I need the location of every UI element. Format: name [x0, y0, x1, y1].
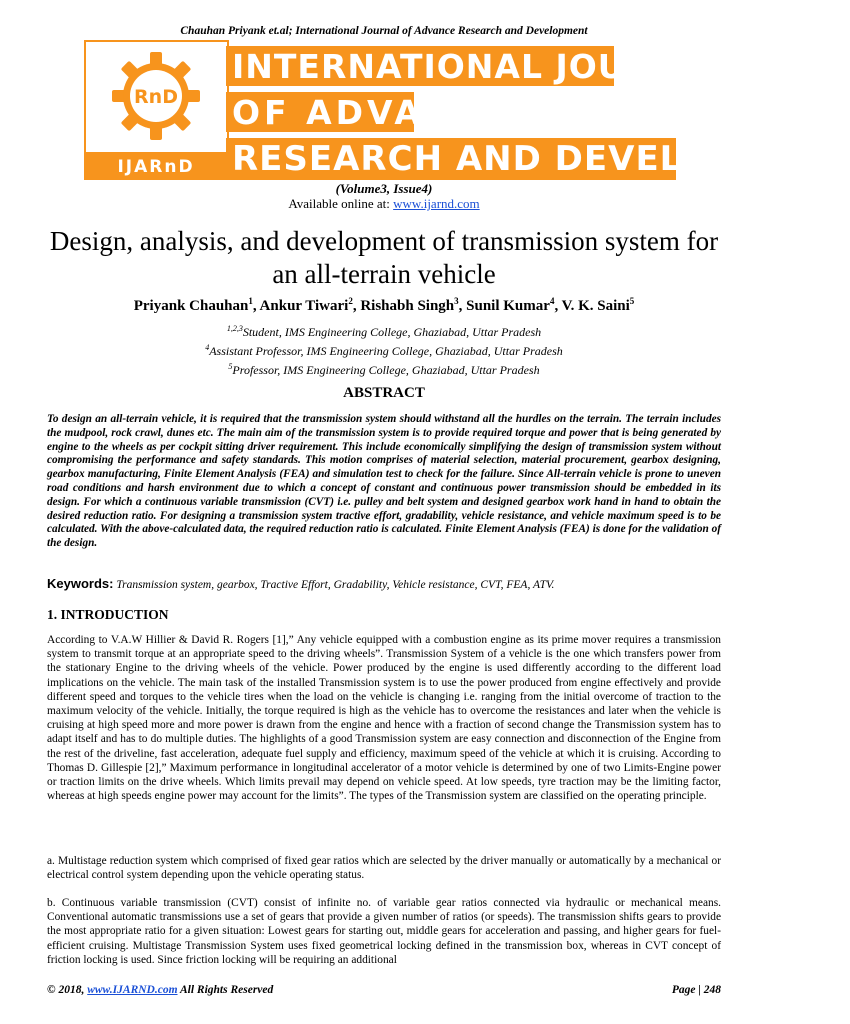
affiliation-text: Student, IMS Engineering College, Ghaziabad, Uttar Pradesh [242, 325, 542, 339]
section-heading-introduction: 1. INTRODUCTION [47, 607, 169, 622]
logo-caption: IJARnD [117, 157, 195, 177]
copyright-prefix: © 2018, [47, 984, 88, 996]
author-sup: 1 [248, 296, 253, 306]
affiliation-text: Professor, IMS Engineering College, Ghaziabad, Uttar Pradesh [232, 363, 540, 377]
author-name: Priyank Chauhan [133, 298, 249, 314]
author-name: V. K. Saini [561, 298, 630, 314]
journal-website-link[interactable]: www.ijarnd.com [393, 196, 480, 211]
affiliation-line [0, 321, 768, 340]
author-sup: 3 [454, 296, 459, 306]
body-paragraph: According to V.A.W Hillier & David R. Rogers [1],” Any vehicle equipped with a combustion engine as its prime mover requires a transmission system to transmit torque at an appropriate speed to the driving wheels”. Transmission System of a vehicle is the one which transfers power from the stationary Engine to the driving wheels of the vehicle. Power produced by the engine is used differently according to the different load implications on the vehicle. The main task of the installed Transmission system is to use the power produced from engine effectively and provide different speed and torques to the vehicle tires when the load on the vehicle is changing i.e. ranging from the initial overcome of traction to the maximum velocity of the vehicle. Initially, the torque required is high as the vehicle has to overcome the resistances and later when the vehicle is cruising at high speed more and more power is drawn from the engine and hence with a fraction of second change the Transmission system has to adapt itself and has to do multiple duties. The highlights of a good Transmission system are easy connection and disconnection of the Engine from the rest of the driveline, fast acceleration, adequate fuel supply and efficiency, maximum speed of the vehicle at which it is cruising. According to Thomas D. Gillespie [2],” Maximum performance in longitudinal accelerator of a motor vehicle is determined by one of two Limits-Engine power or traction limits on the drive wheels. Which limits prevail may depend on vehicle speed. At low speeds, tyre traction may be the limiting factor, whereas at high speeds engine power may account for the limits”. The types of the Transmission system are classified on the operating principle. [47, 634, 721, 803]
masthead-line-2: OF ADVANCE [226, 92, 414, 132]
page-number: Page | 248 [671, 984, 721, 996]
masthead-line-3: RESEARCH AND DEVELOPMENT [226, 138, 676, 180]
copyright-suffix: All Rights Reserved [177, 984, 274, 996]
footer-copyright [47, 984, 273, 996]
masthead-line-1: INTERNATIONAL JOURNAL [226, 46, 614, 86]
journal-masthead [84, 40, 850, 180]
affiliation-list [0, 321, 768, 378]
affiliation-sup: 4 [205, 343, 210, 352]
affiliation-text: Assistant Professor, IMS Engineering College, Ghaziabad, Uttar Pradesh [209, 344, 563, 358]
abstract-body: To design an all-terrain vehicle, it is required that the transmission system should withstand all the hurdles on the terrain. The terrain includes the mudpool, rock crawl, dunes etc. The main aim of the transmission system is to provide required torque and power that is being generated by engine to the wheels as per cockpit sitting driver requirement. This include economically simplifying the design of transmission system without compromising the performance and safety standards. This motion comprises of material selection, material procurement, gearbox designing, gearbox manufacturing, Finite Element Analysis (FEA) and simulation test to check for the failure. Since All-terrain vehicle is prone to uneven road conditions and harsh environment due to which a concept of constant and continuous power transmission should be embedded in its design. For which a continuous variable transmission (CVT) i.e. pulley and belt system and designed gearbox work hand in hand to obtain the desired reduction ratio. For designing a transmission system tractive effort, gradability, vehicle resistance, and vehicle maximum speed is to be calculated. With the above-calculated data, the required reduction ratio is calculated. Finite Element Analysis (FEA) is done for the validation of the design. [47, 413, 721, 550]
running-head: Chauhan Priyank et.al; International Journal of Advance Research and Development [180, 25, 588, 37]
keywords-text: Transmission system, gearbox, Tractive Effort, Gradability, Vehicle resistance, CVT, FEA, ATV. [116, 579, 555, 591]
logo-badge-text: RnD [134, 86, 178, 108]
footer-website-link[interactable]: www.IJARND.com [87, 984, 178, 996]
author-sup: 4 [549, 296, 555, 306]
body-paragraph: b. Continuous variable transmission (CVT) consist of infinite no. of variable gear ratios connected via hydraulic or mechanical means. Conventional automatic transmissions use a set of gears that provide a given number of ratios (or speeds). The transmission shifts gears to provide the most appropriate ratio for a given situation: Lowest gears for starting out, middle gears for acceleration and passing, and higher gears for fuel-efficient cruising. Multistage Transmission System uses fixed geometrical locking defined in the transmission box, whereas in CVT concept of friction locking is used. Since friction locking will be requiring an additional [47, 897, 721, 966]
abstract-heading: ABSTRACT [343, 385, 425, 401]
author-sup: 5 [629, 296, 635, 306]
author-name: Rishabh Singh [360, 298, 455, 314]
ijarnd-logo [84, 40, 229, 180]
affiliation-line [0, 359, 768, 378]
affiliation-sup: 5 [228, 362, 233, 371]
affiliation-line [0, 340, 768, 359]
availability-line [0, 196, 768, 212]
paper-title: Design, analysis, and development of transmission system for an all-terrain vehicle [49, 226, 719, 289]
volume-issue: (Volume3, Issue4) [335, 181, 433, 196]
keywords-label: Keywords: [47, 576, 114, 591]
keywords-line [47, 576, 721, 591]
body-paragraph: a. Multistage reduction system which comprised of fixed gear ratios which are selected by the driver manually or automatically by a mechanical or electrical control system depending upon the vehicle operating status. [47, 855, 721, 882]
author-name: Ankur Tiwari [259, 298, 349, 314]
availability-prefix: Available online at: [288, 196, 394, 211]
author-sup: 2 [348, 296, 353, 306]
author-list: Priyank Chauhan$^1$, Ankur Tiwari$^2$, Rishabh Singh$^3$, Sunil Kumar$^4$, V. K. Saini$^5$ [133, 296, 635, 314]
author-name: Sunil Kumar [466, 298, 550, 314]
affiliation-sup: 1,2,3 [226, 324, 243, 333]
